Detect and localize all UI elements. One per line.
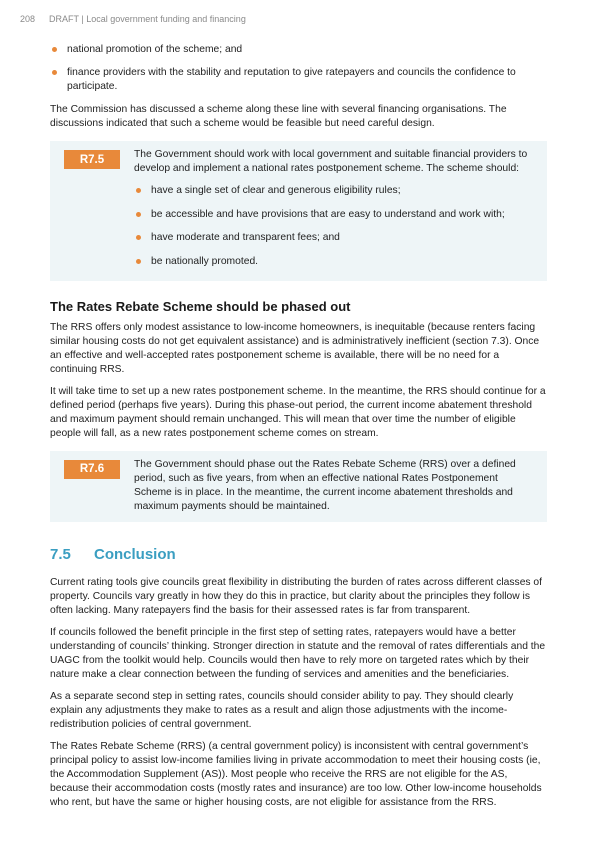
recommendation-bullet-list xyxy=(134,184,535,269)
bullet-icon xyxy=(136,235,141,240)
recommendation-text: The Government should phase out the Rates Rebate Scheme (RRS) over a defined period, such as five years, from when an effective national Rates Postponement Scheme is in place. In the meantime, the current income abatement thresholds and maximum payments should be maintained. xyxy=(134,458,516,512)
paragraph-commission: The Commission has discussed a scheme along these line with several financing organisations. The discussions indicated that such a scheme would be feasible but need careful design. xyxy=(50,104,507,129)
page-number: 208 xyxy=(20,14,36,24)
recommendation-label: R7.6 xyxy=(64,460,120,479)
intro-bullet-list xyxy=(50,43,547,94)
section-number: 7.5 xyxy=(50,545,71,563)
paragraph-rrs-2: It will take time to set up a new rates postponement scheme. In the meantime, the RRS should continue for a defined period (perhaps five years). During this phase-out period, the current income abatement threshold and maximum payment should remain unchanged. This will mean that over time the number of eligible people will fall, as a new rates postponement scheme comes on stream. xyxy=(50,385,546,439)
recommendation-box-r7-5 xyxy=(50,141,547,281)
recommendation-label: R7.5 xyxy=(64,150,120,169)
bullet-icon xyxy=(136,259,141,264)
bullet-icon xyxy=(136,212,141,217)
paragraph-conclusion: As a separate second step in setting rates, councils should consider ability to pay. They should clearly explain any adjustments they make to rates as a result and align those adjustments with the income-redistribution policies of central government. xyxy=(50,690,514,730)
bullet-icon xyxy=(52,47,57,52)
bullet-icon xyxy=(52,70,57,75)
page-content xyxy=(50,43,547,818)
paragraph-rrs-1: The RRS offers only modest assistance to low-income homeowners, is inequitable (because renters facing similar housing costs do not get equivalent assistance) and is administratively inefficient (section 7.3). Once an effective and well-accepted rates postponement scheme is available, there will be no need for a continuing RRS. xyxy=(50,321,540,375)
section-title: Conclusion xyxy=(94,545,176,563)
bullet-icon xyxy=(136,188,141,193)
paragraph-conclusion: If councils followed the benefit principle in the first step of setting rates, ratepayers would have a better understanding of councils’ thinking. Stronger direction in statute and the removal of rates differentials and the UAGC from the toolkit would help. Councils would then have to rely more on targeted rates which by their nature make a clear connection between the funding of services and amenities and the beneficiaries. xyxy=(50,626,546,680)
paragraph-conclusion: The Rates Rebate Scheme (RRS) (a central government policy) is inconsistent with central government’s principal policy to assist low-income families living in private accommodation to meet their housing costs (ie, the Accommodation Supplement (AS)). Most people who receive the RRS are not eligible for the AS, because their accommodation costs (mostly rates and insurance) are too low. Other low-income households who rent, but have the same or higher housing costs, are not eligible for assistance from the RRS. xyxy=(50,740,542,808)
list-item: national promotion of the scheme; and xyxy=(50,43,547,57)
subheading-rrs: The Rates Rebate Scheme should be phased out xyxy=(50,298,351,314)
recommendation-text: The Government should work with local government and suitable financial providers to develop and implement a national rates postponement scheme. The scheme should: xyxy=(134,149,528,174)
running-title: DRAFT | Local government funding and financing xyxy=(49,14,246,24)
list-item: be accessible and have provisions that are easy to understand and work with; xyxy=(134,208,535,222)
list-item: finance providers with the stability and reputation to give ratepayers and councils the confidence to participate. xyxy=(50,66,547,94)
list-item: have moderate and transparent fees; and xyxy=(134,231,535,245)
section-heading xyxy=(50,546,547,563)
paragraph-conclusion: Current rating tools give councils great flexibility in distributing the burden of rates across different classes of property. Councils vary greatly in how they do this in practice, but clarity about the principles they follow is often lacking. Many ratepayers find the basis for their assessed rates is far from transparent. xyxy=(50,576,543,616)
list-item: be nationally promoted. xyxy=(134,255,535,269)
recommendation-box-r7-6 xyxy=(50,451,547,522)
running-header xyxy=(20,14,246,24)
list-item: have a single set of clear and generous eligibility rules; xyxy=(134,184,535,198)
